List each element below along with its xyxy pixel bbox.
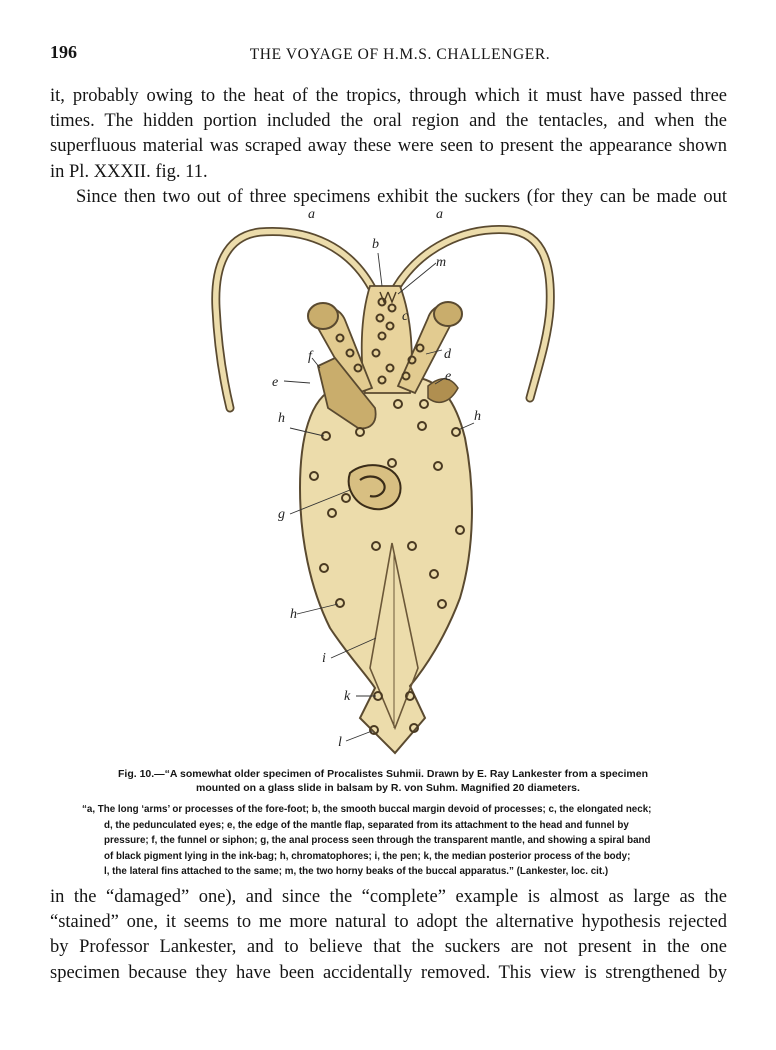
top-paragraph (50, 84, 727, 210)
label-a-left: a (308, 208, 315, 222)
caption-line: Fig. 10.—“A somewhat older specimen of Procalistes Suhmii. Drawn by E. Ray Lankester from a specimen (118, 768, 649, 780)
squid-illustration (200, 208, 570, 756)
label-e-right: e (445, 369, 452, 384)
text-line: by Professor Lankester, and to believe that the suckers are not present in the one (50, 937, 727, 958)
label-k: k (344, 689, 351, 704)
text-line: times. The hidden portion included the oral region and the tentacles, and when the (50, 111, 727, 132)
figure-legend (82, 802, 697, 880)
label-d: d (444, 347, 451, 362)
label-i: i (322, 651, 326, 666)
text-line: in the “damaged” one), and since the “complete” example is almost as large as the (50, 887, 727, 907)
label-h-right: h (474, 409, 481, 424)
label-h-upper-left: h (278, 411, 285, 426)
legend-line: “a, The long ‘arms’ or processes of the fore-foot; b, the smooth buccal margin devoid of processes; c, the elongated neck; (82, 804, 652, 815)
text-line: “stained” one, it seems to me more natural to adopt the alternative hypothesis rejected (50, 912, 727, 933)
text-line: Since then two out of three specimens exhibit the suckers (for they can be made out (76, 186, 727, 207)
label-h-lower-left: h (290, 607, 297, 622)
label-g: g (278, 507, 285, 522)
page-number: 196 (50, 42, 77, 62)
label-a-right: a (436, 208, 443, 222)
text-line: it, probably owing to the heat of the tropics, through which it must have passed three (50, 86, 727, 106)
text-line: in Pl. XXXII. fig. 11. (50, 161, 208, 182)
label-f: f (308, 349, 312, 364)
legend-line: of black pigment lying in the ink-bag; h, chromatophores; i, the pen; k, the median posterior process of the body; (104, 850, 631, 862)
legend-line: d, the pedunculated eyes; e, the edge of the mantle flap, separated from its attachment to the head and funnel by (104, 819, 629, 831)
text-line: superfluous material was scraped away these were seen to present the appearance shown (50, 136, 727, 157)
label-m: m (436, 255, 447, 270)
text-line: specimen because they have been accidentally removed. This view is strengthened by (50, 962, 727, 983)
right-eye (434, 302, 462, 326)
mantle-flap-right (428, 379, 458, 403)
label-e-left: e (272, 375, 279, 390)
running-title: THE VOYAGE OF H.M.S. CHALLENGER. (249, 46, 551, 63)
label-b: b (372, 237, 379, 252)
label-l: l (338, 735, 342, 750)
bottom-paragraph (50, 885, 727, 986)
legend-line: l, the lateral fins attached to the same; m, the two horny beaks of the buccal apparatus.” (Lankester, loc. cit.) (104, 866, 609, 878)
figure-squid-larva (200, 208, 570, 756)
figure-caption (118, 767, 678, 795)
label-c: c (402, 309, 409, 324)
left-eye (308, 303, 338, 329)
caption-line: mounted on a glass slide in balsam by R. von Suhm. Magnified 20 diameters. (196, 782, 580, 794)
legend-line: pressure; f, the funnel or siphon; g, the anal process seen through the transparent mantle, and showing a spiral band (104, 835, 651, 847)
